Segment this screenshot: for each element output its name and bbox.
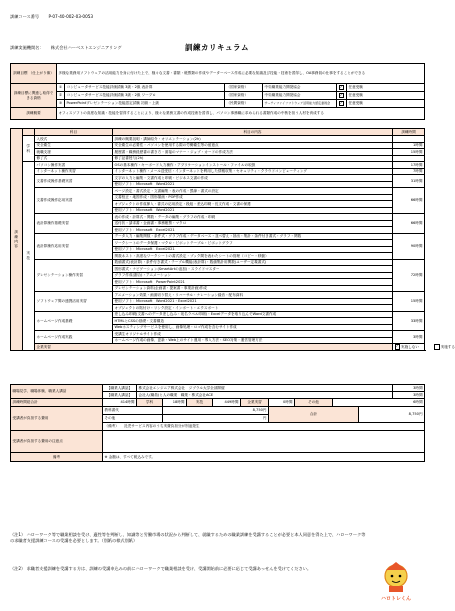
content: 差し込み印刷(文書へのデータ差し込み・宛名ラベル印刷)・Excelデータを取り込んでWord文書作成: [113, 311, 393, 318]
other-total: 6時間: [333, 399, 425, 407]
fees-label: 受講者が負担する費用: [11, 407, 103, 431]
total-label: 訓練時間総合計: [11, 399, 103, 407]
other-total-label: その他: [295, 399, 333, 407]
hours: 1時間: [393, 142, 425, 149]
experience-hours: 3時間: [393, 385, 425, 392]
content: アニメーション効果・画面切り替え・リハーサル・ナレーション録音・配布資料: [113, 292, 393, 299]
content: 図形書式・ナビゲーション(SmartArtの追加)・スライドマスター: [113, 266, 393, 273]
subject: ホームページ作成実践: [35, 331, 113, 344]
cert-name: コンピュータサービス技能評価試験 3級・2級 ワープロ: [65, 92, 225, 100]
overview-text: オフィスソフトの高度な知識・技能を習得することにより、様々な業務文書の作成技術を習得し、パソコン事務職に求められる書類作成の中核を担う人材を育成する: [57, 108, 425, 120]
company-total: 0時間: [269, 399, 295, 407]
cert-checkbox[interactable]: [337, 92, 347, 100]
cert-num: ③: [57, 100, 65, 108]
hours: 66時間: [393, 214, 425, 234]
fee-note-text: 託児サービス内容のうち実費負担分が別途発生: [124, 424, 200, 429]
content: 修了証書授与(2h): [113, 155, 393, 162]
subject: ソフトウェア間の連携活用実習: [35, 292, 113, 312]
experience-text: 会社人(職員)と人の職業 職業・株式会社ACE: [137, 392, 393, 399]
cert-status: 任意受験: [347, 84, 425, 92]
hours: 15時間: [393, 292, 425, 312]
cert-org: 中央職業能力開発協会: [263, 92, 337, 100]
institution-label: 訓練実施機関名：: [10, 45, 44, 50]
subject: プレゼンテーション操作実習: [35, 259, 113, 292]
textbook-fee: 8,750円: [163, 407, 269, 415]
hours: 33時間: [393, 311, 425, 331]
hours: 15時間: [393, 149, 425, 156]
content: 文書校正・地図作成・図形描画・POP作成: [113, 194, 393, 201]
cert-num: ②: [57, 92, 65, 100]
course-number-label: 訓練コース番号: [10, 14, 40, 19]
fee-total-label: 合計: [269, 407, 359, 423]
content: 数値書式(表計算)・条件付き書式・テーブル機能(表計算)・数値集計用関数(ユーザー定義書式): [113, 259, 393, 266]
cert-kind: （民間資格）: [225, 100, 263, 108]
content-side-label: 訓練内容: [11, 129, 23, 351]
hours: 17時間: [393, 162, 425, 169]
cert-org: サーティファイソフトウェア活用能力認定委員会: [263, 100, 337, 108]
cert-kind: （国家資格）: [225, 92, 263, 100]
page-title: 訓練カリキュラム: [185, 43, 249, 52]
content: 文字の入力と編集・文書作成と印刷・ビジネス文書の作成: [113, 175, 393, 182]
mascot-text: ハロトレくん: [380, 596, 411, 602]
content: プレゼンテーション資料(企画書・提案書・事業計画)作成: [113, 285, 393, 292]
footnote-text: 求職者支援訓練を受講する方は、訓練の受講申込みの前にハローワークで職業相談を受け、受講開始前に必要に応じて受講あっせんを受けてください。: [26, 566, 312, 571]
gakka-total-label: 学科: [137, 399, 163, 407]
total-hours: 414時間: [103, 399, 137, 407]
content: 使用ソフト：Microsoft Excel2021: [113, 246, 393, 253]
mascot-logo: [372, 560, 420, 604]
goal-label: 訓練目標 （仕上がり像）: [11, 64, 57, 84]
fee-note-label: （備考）: [104, 424, 119, 429]
hours: 90時間: [393, 233, 425, 259]
jitsugi-label: 実技: [23, 162, 35, 351]
detail-header: 科目の内容: [113, 129, 393, 136]
hours: 72時間: [393, 259, 425, 292]
company-total-label: 企業実習: [241, 399, 269, 407]
content: 使用ソフト：Microsoft Word2021・Excel2021: [113, 298, 393, 305]
subject: 入校式: [35, 136, 113, 143]
course-number: P-07-40-002-03-0053: [48, 14, 94, 19]
company-practice-label: 企業実習: [35, 344, 393, 351]
experience-tag: 【職業人講話】: [103, 385, 137, 392]
content: 表の作成・計算式・関数・データの編集・グラフの作成・印刷: [113, 214, 393, 221]
content: 使用ソフト：Microsoft PowerPoint2021: [113, 279, 393, 286]
gakka-total: 18時間: [163, 399, 187, 407]
footnote-num: （注2）: [10, 566, 26, 571]
content: 安全衛生の必要性・パソコンを使用する際の労働衛生等の留意点: [113, 142, 393, 149]
cert-status: 任意受験: [347, 92, 425, 100]
cert-kind: （国家資格）: [225, 84, 263, 92]
checkbox-icon[interactable]: ✓: [395, 344, 399, 349]
content: 使用ソフト：Microsoft Word2021: [113, 207, 393, 214]
content: グラフ作成(割合)・アニメーション: [113, 272, 393, 279]
content: 使用ソフト：Microsoft Word2021: [113, 181, 393, 188]
exempt-body: [103, 431, 425, 453]
jitsugi-total: 449時間: [213, 399, 241, 407]
cert-name: コンピュータサービス技能評価試験 3級・2級 表計算: [65, 84, 225, 92]
content: 訓練の概要説明・講師紹介・オリエンテーション(2h): [113, 136, 393, 143]
other-fee: 円: [163, 415, 269, 423]
subject-header: 科目: [35, 129, 113, 136]
check-icon: ✓: [339, 100, 343, 105]
hours-header: 訓練時間: [393, 129, 425, 136]
experience-label: 職場見学、職場体験、職業人講話: [11, 385, 103, 399]
check-icon: ✓: [339, 84, 343, 89]
exempt-label: 受講者が負担する費用の注意点: [11, 431, 103, 453]
company-opt1: 実施しない: [401, 345, 419, 349]
overview-label: 訓練概要: [11, 108, 57, 120]
footnote-num: （注1）: [10, 532, 26, 537]
hours: 3時間: [393, 331, 425, 344]
subject: 表計算操作応用実習: [35, 233, 113, 259]
course-number-line: [10, 14, 93, 19]
content: 受講生オリジナルサイト作成: [113, 331, 393, 338]
content: オブジェクトの貼付け・リンク設定・インポート・エクスポート: [113, 305, 393, 312]
content: ページ設定・書式設定・文書編集・表の作成・罫線・書式の設定: [113, 188, 393, 195]
content: 使用ソフト：Microsoft Excel2021: [113, 227, 393, 234]
content: 履歴書・職務経歴書の書き方・面接のマナー・ジョブ・カードの作成方法: [113, 149, 393, 156]
cert-name: PowerPointプレゼンテーション技能認定試験 初級・上級: [65, 100, 225, 108]
check-icon: ✓: [339, 92, 343, 97]
blank-header: [23, 129, 35, 136]
subject: 表計算操作基礎実習: [35, 214, 113, 234]
subject: 安全衛生: [35, 142, 113, 149]
gakka-label: 学科: [23, 136, 35, 162]
content: インターネット操作・メール送受信・インターネットを利用した情報収集・セキュリティ・クラウドコンピューティング: [113, 168, 393, 175]
subject: 文書作成操作応用実習: [35, 188, 113, 214]
institution-name: 株式会社ハーベストエンジニアリング: [50, 45, 122, 50]
remarks-label: 備考: [11, 453, 103, 462]
content: HTMLとCSSの基礎・文書構造: [113, 318, 393, 325]
cert-status: 任意受験: [347, 100, 425, 108]
content: 送付状・請求書・企画書・事務帳票・マクロ: [113, 220, 393, 227]
subject: 就職支援: [35, 149, 113, 156]
content: データ入力・編集関数・条件式・グラフ作成・データベース・並べ替え・抽出・集計・条件付き書式・グラフ・関数: [113, 233, 393, 240]
goal-text: 多様な業務用ソフトウェアの活用能力を身に付けた上で、様々な文書・書類・帳票類の作成やデーターベース作成に必要な知識及び技能・技術を習得し、OA事務員の仕事をすることができる: [57, 64, 425, 84]
content: OSの基本操作・キーボード入力操作・アプリケーションインストール・ファイルの取扱: [113, 162, 393, 169]
company-practice-options: [393, 344, 455, 351]
checkbox-icon[interactable]: [434, 344, 440, 350]
subject: ホームページ作成基礎: [35, 311, 113, 331]
hours: 7時間: [393, 168, 425, 175]
fee-total: 8,750円: [359, 407, 425, 423]
company-opt2: 実施する: [440, 345, 455, 349]
remarks-text: ※ 金額は、すべて税込みです。: [103, 453, 425, 462]
content: オブジェクトの作成挿入・書式の応用設定・段組・差込印刷・長文作成・文書の保護: [113, 201, 393, 208]
textbook-label: 教科書代: [103, 407, 163, 415]
summary-table: [10, 384, 425, 462]
cert-checkbox[interactable]: [337, 84, 347, 92]
experience-tag: 【職業人講話】: [103, 392, 137, 399]
cert-org: 中央職業能力開発協会: [263, 84, 337, 92]
hours: 31時間: [393, 175, 425, 188]
cert-num: ①: [57, 84, 65, 92]
footnote-text: ハローワーク等で職業相談を受け、適性等を判断し、知識等と労働市場の状況から判断して、就職するための職業訓練を受講することが必要と本人同意を得た上で、ハローワーク等の求職者支援訓練コースの受講を必要とします。（別紙の様式別紙）: [10, 532, 366, 543]
subject: 文書作成操作基礎実習: [35, 175, 113, 188]
experience-text: 株式会社エンジニア株式会社 ジブラル大学全部開催: [137, 385, 393, 392]
subject: インターネット操作実習: [35, 168, 113, 175]
fee-note: [103, 423, 425, 431]
certs-label: 訓練目標に関連し取得できる資格: [11, 84, 57, 108]
content: 関数ネスト・高度なワークシートの書式設定・ブック間を表わたシートの管理（コピー・移動）: [113, 253, 393, 260]
hours: 66時間: [393, 188, 425, 214]
other-fee-label: その他: [103, 415, 163, 423]
content: ホームページ作成の画像、更新・Web上のサイト運用・導入方法・SEO対策・運営管理方法: [113, 337, 393, 344]
experience-hours: 3時間: [393, 392, 425, 399]
institution-line: [10, 45, 122, 51]
subject: 修了式: [35, 155, 113, 162]
content: Webホスティングサービスを使用し、画像処理・ロゴ作成を含むサイト作成: [113, 324, 393, 331]
content-table: [10, 128, 455, 351]
goal-table: [10, 63, 425, 120]
footnote-2: [10, 566, 366, 572]
cert-checkbox[interactable]: [337, 100, 347, 108]
subject: パソコン操作実習: [35, 162, 113, 169]
footnote-1: [10, 532, 366, 544]
content: ワークシートのデータ保護・マクロ・ピボットテーブル・ピボットグラフ: [113, 240, 393, 247]
jitsugi-total-label: 実技: [187, 399, 213, 407]
